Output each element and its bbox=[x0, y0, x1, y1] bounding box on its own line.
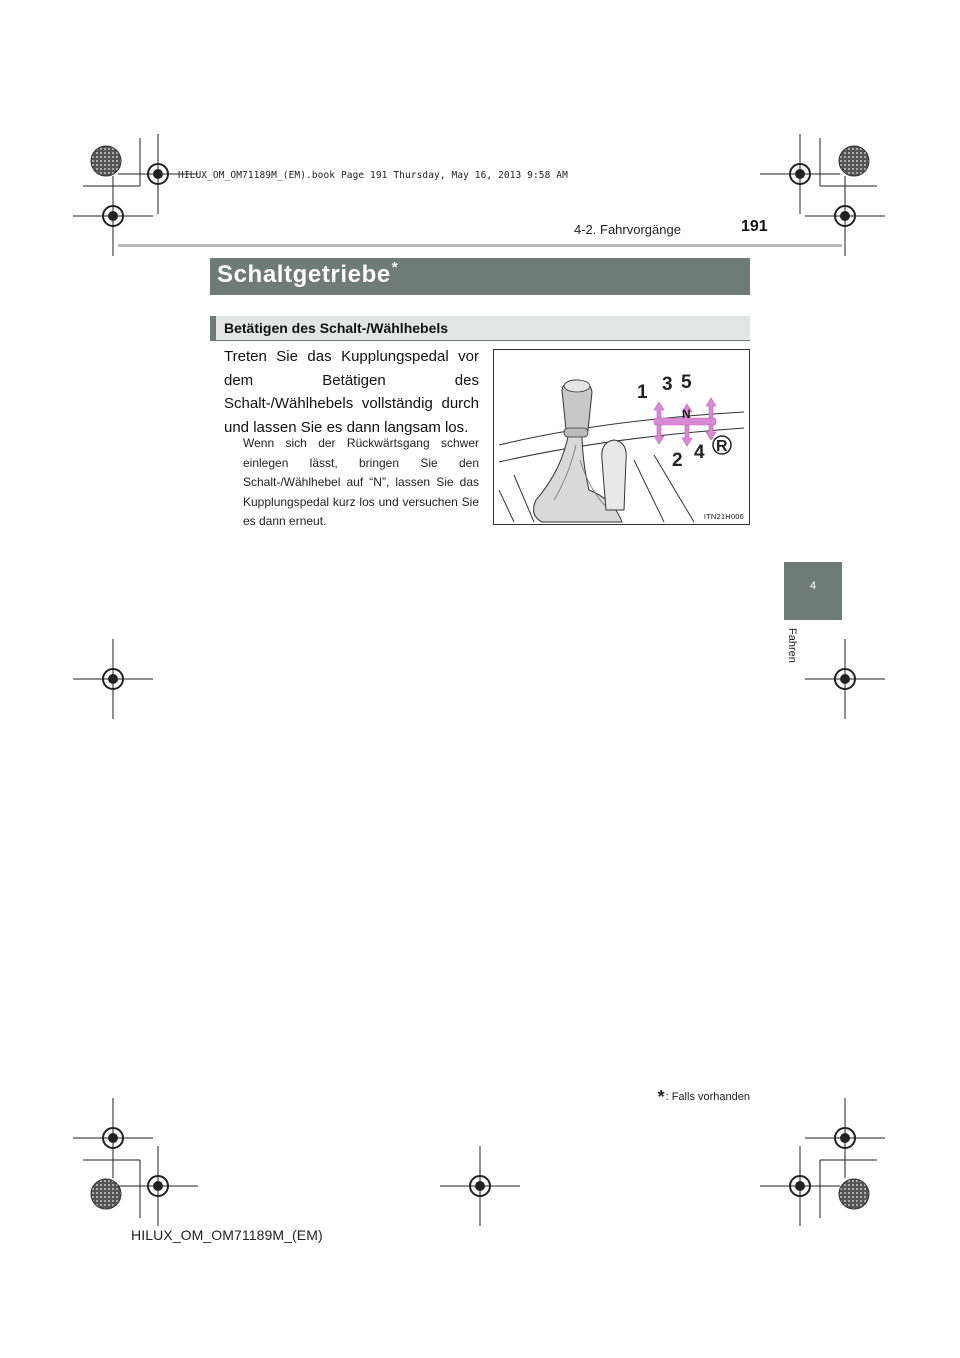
gear-label-3: 3 bbox=[662, 374, 673, 395]
chapter-label: Fahren bbox=[786, 628, 798, 663]
page-title: Schaltgetriebe* bbox=[217, 259, 399, 288]
subheading-text: Betätigen des Schalt-/Wählhebels bbox=[224, 320, 449, 336]
figure-id: ITN21H006 bbox=[703, 512, 744, 521]
footer-code: HILUX_OM_OM71189M_(EM) bbox=[131, 1227, 323, 1243]
title-bar bbox=[210, 258, 750, 295]
right-middle-mark bbox=[805, 639, 885, 719]
footnote-text: : Falls vorhanden bbox=[665, 1091, 750, 1103]
gear-label-4: 4 bbox=[694, 442, 705, 463]
instruction-text: Treten Sie das Kupplungspedal vor dem Betätigen des Schalt-/Wählhebels vollständig durch und lassen Sie es dann langsam los. bbox=[224, 348, 479, 436]
footnote bbox=[609, 1087, 750, 1108]
bottom-right-mark bbox=[760, 1098, 885, 1226]
left-middle-mark bbox=[73, 639, 153, 719]
gear-label-2: 2 bbox=[672, 450, 683, 471]
top-left-mark bbox=[73, 134, 198, 256]
top-right-mark bbox=[760, 134, 885, 256]
gear-label-n: N bbox=[682, 407, 691, 421]
header-rule bbox=[118, 244, 842, 247]
gear-label-1: 1 bbox=[637, 382, 648, 403]
gear-shift-illustration bbox=[493, 349, 750, 525]
optional-marker: * bbox=[391, 259, 399, 276]
gear-label-r: R bbox=[716, 438, 728, 455]
chapter-tab bbox=[784, 562, 842, 620]
footnote-marker: * bbox=[657, 1087, 665, 1107]
subheading-accent bbox=[210, 316, 216, 340]
book-info-line: HILUX_OM_OM71189M_(EM).book Page 191 Thursday, May 16, 2013 9:58 AM bbox=[178, 170, 568, 181]
gear-label-5: 5 bbox=[681, 372, 692, 393]
gear-lever-drawing bbox=[494, 350, 749, 524]
bottom-left-mark bbox=[73, 1098, 198, 1226]
bottom-center-mark bbox=[440, 1146, 520, 1226]
chapter-number: 4 bbox=[809, 580, 817, 592]
section-label: 4-2. Fahrvorgänge bbox=[574, 222, 681, 237]
page-number: 191 bbox=[741, 218, 768, 235]
subheading-bar bbox=[210, 316, 750, 341]
shift-pattern-arrows bbox=[654, 398, 716, 446]
note-text: Wenn sich der Rückwärtsgang schwer einlegen lässt, bringen Sie den Schalt-/Wählhebel auf “N”, lassen Sie das Kupplungspedal kurz los und versuchen Sie es dann erneut. bbox=[243, 436, 479, 528]
